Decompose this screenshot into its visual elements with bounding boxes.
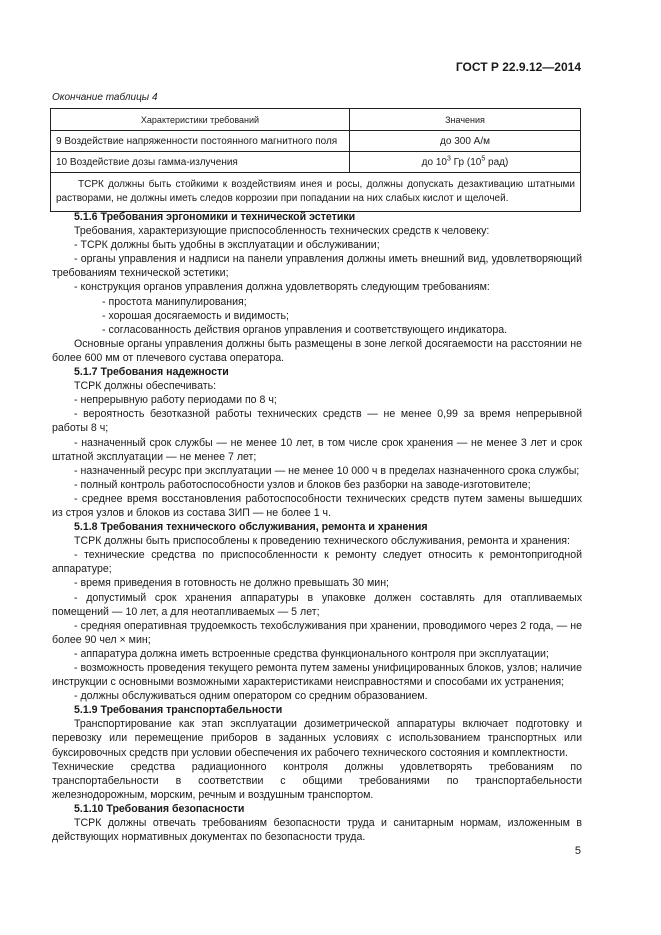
paragraph: - средняя оперативная трудоемкость техобслуживания при хранении, проводимого через 2 года, — не более 90 чел × мин; bbox=[52, 619, 582, 646]
paragraph: - технические средства по приспособленности к ремонту следует относить к ремонтопригодной аппаратуре; bbox=[52, 549, 582, 576]
paragraph: Технические средства радиационного контроля должны удовлетворять требованиям по транспортабельности в соответствии с общими требованиями по транспортабельности железнодорожным, морским, речным и воздушным транспортом. bbox=[52, 760, 582, 801]
sub-list-item: - хорошая досягаемость и видимость; bbox=[102, 309, 289, 322]
paragraph: Требования, характеризующие приспособленность технических средств к человеку: bbox=[74, 225, 490, 238]
row-name: 9 Воздействие напряженности постоянного магнитного поля bbox=[51, 131, 350, 152]
value-part: до 10 bbox=[421, 156, 447, 168]
paragraph: - вероятность безотказной работы технических средств — не менее 0,99 за время непрерывной работы 8 ч; bbox=[52, 408, 582, 435]
paragraph: - назначенный срок службы — не менее 10 лет, в том числе срок хранения — не менее 3 лет и срок штатной эксплуатации — не менее 7 лет; bbox=[52, 436, 582, 463]
sub-list-item: - согласованность действия органов управления и соответствующего индикатора. bbox=[102, 323, 508, 336]
row-value bbox=[350, 152, 581, 173]
paragraph: ТСРК должны отвечать требованиям безопасности труда и санитарным нормам, изложенным в действующих нормативных документах по безопасности труда. bbox=[52, 817, 582, 844]
section-heading: 5.1.9 Требования транспортабельности bbox=[74, 704, 283, 717]
document-code: ГОСТ Р 22.9.12—2014 bbox=[455, 60, 581, 74]
section-heading: 5.1.10 Требования безопасности bbox=[74, 802, 245, 815]
value-superscript: 5 bbox=[481, 155, 486, 163]
section-heading: 5.1.6 Требования эргономики и технической эстетики bbox=[74, 211, 356, 223]
paragraph: - среднее время восстановления работоспособности технических средств путем замены вышедших из строя узлов и блоков из состава ЗИП — не более 1 ч. bbox=[52, 492, 582, 519]
table-row bbox=[51, 131, 581, 152]
page-number: 5 bbox=[574, 845, 581, 857]
table-caption: Окончание таблицы 4 bbox=[52, 92, 158, 103]
value-part: Гр (10 bbox=[450, 156, 482, 168]
paragraph: - аппаратура должна иметь встроенные средства функционального контроля при эксплуатации; bbox=[74, 647, 549, 660]
table-header-row bbox=[51, 109, 581, 131]
paragraph: - время приведения в готовность не должно превышать 30 мин; bbox=[74, 577, 389, 590]
paragraph: - полный контроль работоспособности узлов и блоков без разборки на заводе-изготовителе; bbox=[74, 478, 531, 491]
row-value: до 300 А/м bbox=[350, 131, 581, 152]
value-superscript: 3 bbox=[446, 155, 451, 163]
requirements-table bbox=[50, 108, 581, 212]
column-header-characteristics: Характеристики требований bbox=[51, 109, 350, 131]
paragraph: Основные органы управления должны быть размещены в зоне легкой досягаемости на расстоянии не более 600 мм от плечевого сустава оператора. bbox=[52, 337, 582, 364]
paragraph: - ТСРК должны быть удобны в эксплуатации и обслуживании; bbox=[74, 239, 380, 252]
paragraph: - непрерывную работу периодами по 8 ч; bbox=[74, 394, 277, 407]
section-heading: 5.1.8 Требования технического обслуживания, ремонта и хранения bbox=[74, 521, 428, 534]
table-note-row bbox=[51, 173, 581, 212]
table-row bbox=[51, 152, 581, 173]
paragraph: Транспортирование как этап эксплуатации дозиметрической аппаратуры включает подготовку и перевозку или перемещение приборов в заданных условиях с использованием транспортных или буксировочных средств при условии обеспечения их рабочего технического состояния и комплектности. bbox=[52, 718, 582, 759]
paragraph: - возможность проведения текущего ремонта путем замены унифицированных блоков, узлов; наличие инструкции с основными возможными характеристиками неисправностями и способами их устранения; bbox=[52, 662, 582, 689]
paragraph: - должны обслуживаться одним оператором со средним образованием. bbox=[74, 690, 428, 703]
paragraph: - назначенный ресурс при эксплуатации — не менее 10 000 ч в пределах назначенного срока службы; bbox=[74, 464, 580, 477]
row-name: 10 Воздействие дозы гамма-излучения bbox=[51, 152, 350, 173]
value-part: рад) bbox=[485, 156, 509, 168]
section-heading: 5.1.7 Требования надежности bbox=[74, 366, 229, 379]
body-text bbox=[52, 210, 582, 844]
paragraph: - допустимый срок хранения аппаратуры в упаковке должен составлять для отапливаемых помещений — 10 лет, а для неотапливаемых — 5 лет; bbox=[52, 591, 582, 618]
table-note: ТСРК должны быть стойкими к воздействиям инея и росы, должны допускать дезактивацию штатными растворами, не должны иметь следов коррозии при попадании на них слабых кислот и щелочей. bbox=[51, 173, 581, 212]
paragraph: ТСРК должны быть приспособлены к проведению технического обслуживания, ремонта и хранения: bbox=[74, 535, 570, 548]
paragraph: - органы управления и надписи на панели управления должны иметь внешний вид, удовлетворяющий требованиям технической эстетики; bbox=[52, 253, 582, 280]
paragraph: ТСРК должны обеспечивать: bbox=[74, 380, 217, 393]
sub-list-item: - простота манипулирования; bbox=[102, 295, 247, 308]
column-header-values: Значения bbox=[350, 109, 581, 131]
paragraph: - конструкция органов управления должна удовлетворять следующим требованиям: bbox=[74, 281, 490, 294]
